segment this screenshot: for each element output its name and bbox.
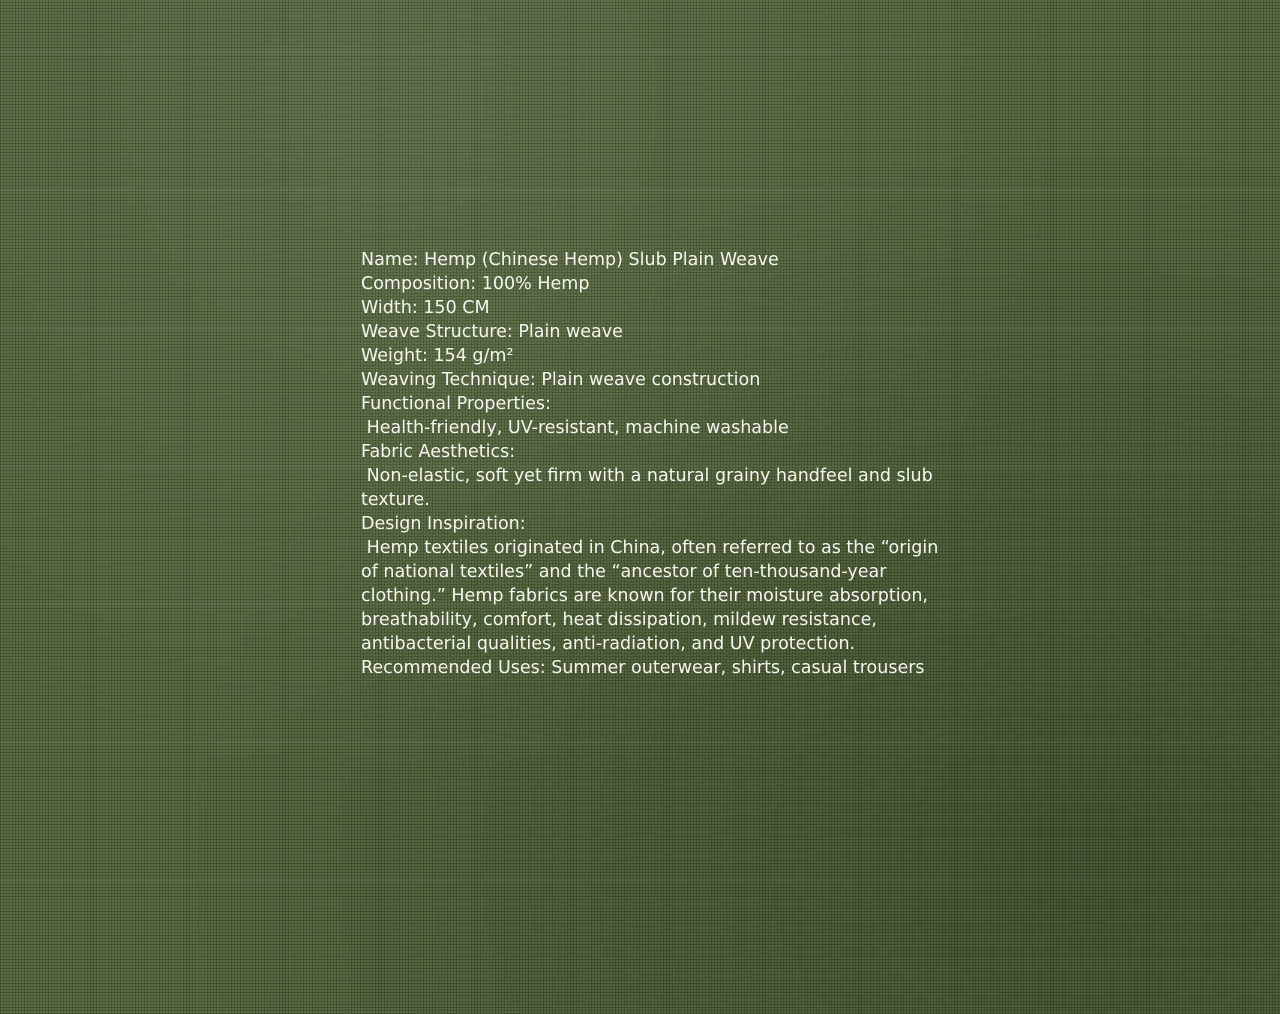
spec-weave-structure: Weave Structure: Plain weave xyxy=(361,322,623,342)
spec-fabric-aesthetics-text: Non-elastic, soft yet firm with a natural grainy handfeel and slub texture. xyxy=(361,466,939,510)
spec-design-inspiration-heading: Design Inspiration: xyxy=(361,514,526,534)
spec-composition: Composition: 100% Hemp xyxy=(361,274,590,294)
fabric-spec-text-block xyxy=(361,248,953,680)
spec-weaving-technique: Weaving Technique: Plain weave construction xyxy=(361,370,761,390)
spec-recommended-uses: Recommended Uses: Summer outerwear, shirts, casual trousers xyxy=(361,658,925,678)
spec-design-inspiration-text: Hemp textiles originated in China, often referred to as the “origin of national textiles” and the “ancestor of ten-thousand-year clothing.” Hemp fabrics are known for their moisture absorption, breathability, comfort, heat dissipation, mildew resistance, antibacterial qualities, anti-radiation, and UV protection. xyxy=(361,538,944,654)
spec-functional-properties-heading: Functional Properties: xyxy=(361,394,551,414)
spec-weight: Weight: 154 g/m² xyxy=(361,346,514,366)
spec-fabric-aesthetics-heading: Fabric Aesthetics: xyxy=(361,442,516,462)
spec-name: Name: Hemp (Chinese Hemp) Slub Plain Weave xyxy=(361,250,779,270)
spec-functional-properties-text: Health-friendly, UV-resistant, machine washable xyxy=(361,418,789,438)
spec-width: Width: 150 CM xyxy=(361,298,490,318)
